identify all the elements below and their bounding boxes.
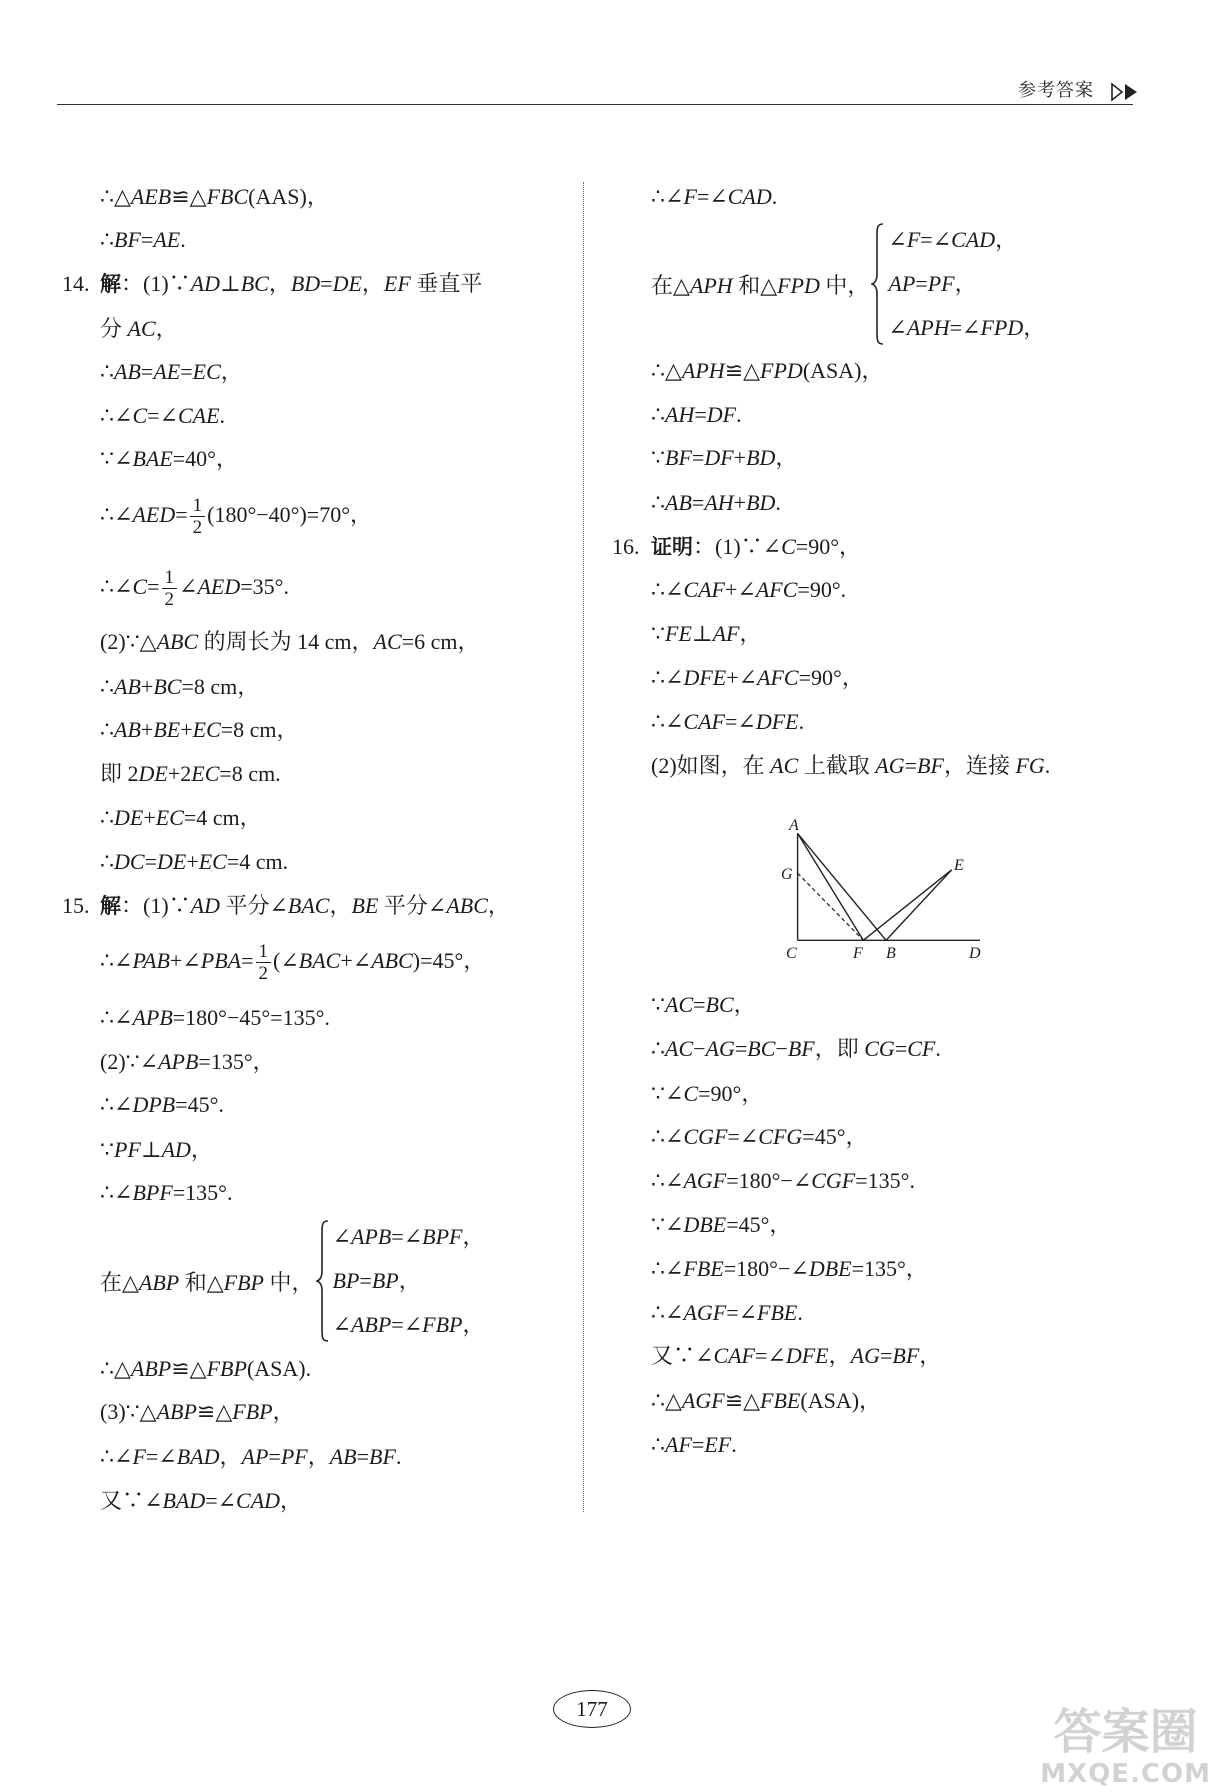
solution-line: ∴∠DPB=45°. xyxy=(100,1092,224,1117)
solution-line: ∴△ABP≌△FBP(ASA). xyxy=(100,1356,312,1381)
solution-line: ∴BF=AE. xyxy=(100,227,186,252)
expression-before: ∴∠C= xyxy=(100,574,160,599)
brace-icon xyxy=(316,1219,330,1343)
header-rule xyxy=(57,104,1133,105)
problem-number: 15. xyxy=(62,893,90,918)
solution-line: ∵∠BAE=40°， xyxy=(100,446,238,471)
solution-label: 解 xyxy=(100,272,121,296)
solution-line: ∴AB+BC=8 cm， xyxy=(100,674,260,699)
watermark-logo: 答案圈 xyxy=(1053,1706,1198,1759)
solution-line: ∵∠DBE=45°， xyxy=(651,1212,792,1237)
solution-line: (2)如图，在 AC 上截取 AG=BF，连接 FG. xyxy=(651,753,1051,778)
geometry-figure xyxy=(780,810,995,965)
solution-line-fraction xyxy=(100,492,372,538)
fraction xyxy=(256,941,272,984)
solution-text: ：(1)∵AD 平分∠BAC，BE 平分∠ABC， xyxy=(121,893,510,918)
solution-line: ∴∠DFE+∠AFC=90°， xyxy=(651,665,864,690)
system-row: ∠ABP=∠FBP， xyxy=(332,1312,485,1337)
solution-line: (2)∵∠APB=135°， xyxy=(100,1049,275,1074)
solution-line: ∴∠CAF=∠DFE. xyxy=(651,709,805,734)
segment-af xyxy=(798,833,864,940)
problem-15 xyxy=(62,891,510,921)
system-lead: 在△APH 和△FPD 中， xyxy=(651,272,870,298)
system-row: ∠APB=∠BPF， xyxy=(332,1224,485,1249)
system-row: ∠APH=∠FPD， xyxy=(888,315,1046,340)
solution-text: ：(1)∵AD⊥BC，BD=DE，EF 垂直平 xyxy=(121,271,483,296)
solution-line: ∴∠APB=180°−45°=135°. xyxy=(100,1005,330,1030)
solution-line: ∵AC=BC， xyxy=(651,992,756,1017)
solution-line: (2)∵△ABC 的周长为 14 cm，AC=6 cm， xyxy=(100,629,480,654)
solution-line: ∴∠F=∠BAD，AP=PF，AB=BF. xyxy=(100,1444,402,1469)
solution-line: ∴∠C=∠CAE. xyxy=(100,403,226,428)
solution-line: ∴∠CAF+∠AFC=90°. xyxy=(651,577,847,602)
solution-line: ∴AH=DF. xyxy=(651,402,742,427)
watermark xyxy=(1040,1706,1211,1788)
solution-line: ∴△AEB≌△FBC(AAS)， xyxy=(100,184,329,209)
system-row: AP=PF， xyxy=(888,271,977,296)
proof-label: 证明 xyxy=(651,535,693,559)
solution-line: 又∵∠BAD=∠CAD， xyxy=(100,1488,303,1513)
watermark-site: MXQE.COM xyxy=(1040,1759,1211,1789)
expression-before: ∴∠PAB+∠PBA= xyxy=(100,948,254,973)
fraction xyxy=(162,567,178,610)
header-title: 参考答案 xyxy=(1018,80,1094,101)
solution-line: ∴∠FBE=180°−∠DBE=135°， xyxy=(651,1256,928,1281)
fraction-numerator: 1 xyxy=(256,941,272,963)
system-rows xyxy=(333,1215,485,1347)
system-row: BP=BP， xyxy=(332,1268,421,1293)
fraction-denominator: 2 xyxy=(258,963,269,985)
arrow-icon xyxy=(1110,81,1140,103)
equation-system xyxy=(651,218,1045,350)
expression-before: ∴∠AED= xyxy=(100,502,188,527)
solution-line-fraction xyxy=(100,564,289,610)
solution-line: ∴∠CGF=∠CFG=45°， xyxy=(651,1124,868,1149)
solution-line: ∴AF=EF. xyxy=(651,1432,737,1457)
solution-line: ∴AB+BE+EC=8 cm， xyxy=(100,717,299,742)
solution-line: ∵PF⊥AD， xyxy=(100,1137,213,1162)
problem-14 xyxy=(62,269,483,299)
expression-after: (∠BAC+∠ABC)=45°， xyxy=(273,948,486,973)
solution-line: ∴∠AGF=180°−∠CGF=135°. xyxy=(651,1168,915,1193)
fraction xyxy=(190,495,206,538)
point-label-d: D xyxy=(969,945,981,962)
solution-line: ∴AC−AG=BC−BF，即 CG=CF. xyxy=(651,1036,941,1061)
solution-line: ∵∠C=90°， xyxy=(651,1081,764,1106)
point-label-g: G xyxy=(781,866,793,883)
problem-number: 16. xyxy=(612,534,640,559)
fraction-numerator: 1 xyxy=(190,495,206,517)
equation-system xyxy=(100,1215,484,1347)
solution-line: ∵FE⊥AF， xyxy=(651,621,762,646)
segment-ab xyxy=(798,833,886,940)
solution-line: ∵BF=DF+BD， xyxy=(651,445,798,470)
fraction-denominator: 2 xyxy=(192,517,203,539)
segment-be xyxy=(886,870,952,941)
system-lead: 在△ABP 和△FBP 中， xyxy=(100,1269,314,1295)
solution-line-fraction xyxy=(100,938,485,984)
solution-line: ∴DC=DE+EC=4 cm. xyxy=(100,849,289,874)
expression-after: (180°−40°)=70°， xyxy=(207,502,372,527)
system-rows xyxy=(888,218,1045,350)
solution-line: 即 2DE+2EC=8 cm. xyxy=(100,761,281,786)
system-row: ∠F=∠CAD， xyxy=(888,227,1018,252)
brace-icon xyxy=(871,222,885,346)
point-label-c: C xyxy=(786,945,797,962)
problem-16 xyxy=(612,532,861,562)
column-divider xyxy=(583,182,584,1512)
solution-line: ∴∠BPF=135°. xyxy=(100,1180,233,1205)
segment-fe xyxy=(863,870,951,941)
point-label-f: F xyxy=(853,945,863,962)
page-number: 177 xyxy=(553,1690,631,1728)
fraction-numerator: 1 xyxy=(162,567,178,589)
point-label-e: E xyxy=(954,857,964,874)
solution-line: ∴△APH≌△FPD(ASA)， xyxy=(651,358,884,383)
expression-after: ∠AED=35°. xyxy=(179,574,289,599)
point-label-b: B xyxy=(886,945,896,962)
solution-line: ∴∠F=∠CAD. xyxy=(651,184,778,209)
solution-line: 又∵∠CAF=∠DFE，AG=BF， xyxy=(651,1343,942,1368)
solution-line: (3)∵△ABP≌△FBP， xyxy=(100,1399,295,1424)
solution-label: 解 xyxy=(100,894,121,918)
solution-line: 分 AC， xyxy=(100,316,178,341)
solution-line: ∴AB=AE=EC， xyxy=(100,359,243,384)
fraction-denominator: 2 xyxy=(164,589,175,611)
point-label-a: A xyxy=(789,817,799,834)
solution-line: ∴AB=AH+BD. xyxy=(651,490,781,515)
solution-text: ：(1)∵∠C=90°， xyxy=(693,534,861,559)
solution-line: ∴∠AGF=∠FBE. xyxy=(651,1300,803,1325)
problem-number: 14. xyxy=(62,271,90,296)
solution-line: ∴DE+EC=4 cm， xyxy=(100,805,262,830)
segment-gf-dashed xyxy=(798,873,864,940)
solution-line: ∴△AGF≌△FBE(ASA)， xyxy=(651,1388,882,1413)
